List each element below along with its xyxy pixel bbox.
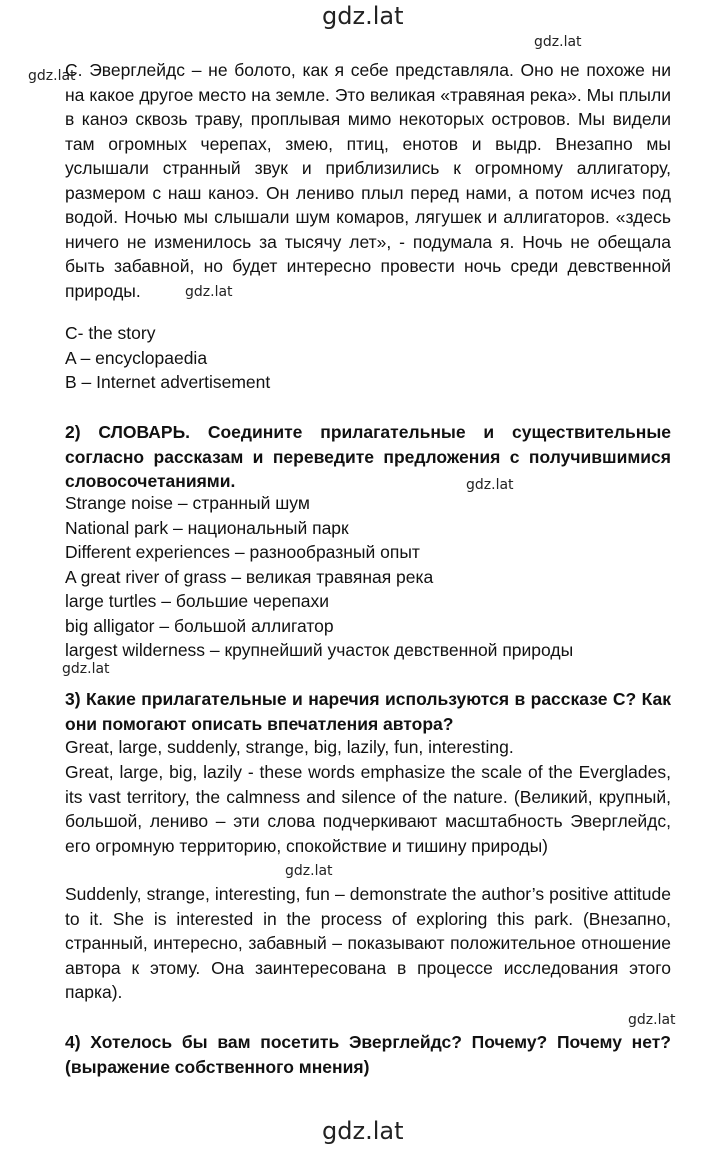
watermark: gdz.lat — [534, 34, 582, 50]
vocabulary-item: Strange noise – странный шум — [65, 493, 310, 513]
watermark: gdz.lat — [185, 284, 233, 300]
vocabulary-item: Different experiences – разнообразный опыт — [65, 542, 420, 562]
task3-paragraph2: Suddenly, strange, interesting, fun – demonstrate the author’s positive attitude to it. She is interested in the process of exploring this park. (Внезапно, странный, интересно, забавный – показывают положительное отношение автора к этому. Она заинтересована в процессе исследования этого парка). — [65, 884, 671, 1002]
answer-item: C- the story — [65, 323, 156, 343]
vocabulary-item: National park – национальный парк — [65, 517, 349, 538]
vocabulary-item: large turtles – большие черепахи — [65, 591, 330, 611]
answer-item: B – Internet advertisement — [65, 372, 271, 392]
watermark: gdz.lat — [62, 661, 110, 677]
vocabulary-item: largest wilderness – крупнейший участок девственной природы — [65, 640, 574, 660]
answer-item: A – encyclopaedia — [65, 347, 208, 368]
vocabulary-item: big alligator – большой аллигатор — [65, 615, 334, 636]
task3-line1: Great, large, suddenly, strange, big, lazily, fun, interesting. — [65, 737, 514, 757]
task3-paragraph1: Great, large, big, lazily - these words emphasize the scale of the Everglades, its vast territory, the calmness and silence of the nature. (Великий, крупный, большой, лениво – эти слова подчеркивают масштабность Эверглейдс, его огромную территорию, спокойствие и тишину природы) — [65, 762, 671, 856]
answers-list — [65, 321, 671, 395]
task3-title: 3) Какие прилагательные и наречия используются в рассказе С? Как они помогают описать впечатления автора? — [65, 689, 671, 734]
task2-title: 2) СЛОВАРЬ. Соедините прилагательные и существительные согласно рассказам и переведите предложения с получившимися словосочетаниями. — [65, 422, 671, 491]
watermark: gdz.lat — [28, 68, 76, 84]
vocabulary-item: A great river of grass – великая травяная река — [65, 566, 434, 587]
watermark: gdz.lat — [466, 477, 514, 493]
story-text: С. Эверглейдс – не болото, как я себе представляла. Оно не похоже ни на какое другое место на земле. Это великая «травяная река». Мы плыли в каноэ сквозь траву, проплывая мимо некоторых островов. Мы видели там огромных черепах, змею, птиц, енотов и выдр. Внезапно мы услышали странный звук и приблизились к огромному аллигатору, размером с наш каноэ. Он лениво плыл перед нами, а потом исчез под водой. Ночью мы слышали шум комаров, лягушек и аллигаторов. «здесь ничего не изменилось за тысячу лет», - подумала я. Ночь не обещала быть забавной, но будет интересно провести ночь среди девственной природы. — [65, 60, 671, 301]
watermark: gdz.lat — [628, 1012, 676, 1028]
watermark-bottom: gdz.lat — [322, 1117, 404, 1145]
task4-title: 4) Хотелось бы вам посетить Эверглейдс? Почему? Почему нет? (выражение собственного мнения) — [65, 1032, 671, 1077]
vocabulary-list — [65, 491, 671, 663]
watermark-top: gdz.lat — [322, 2, 404, 30]
watermark: gdz.lat — [285, 863, 333, 879]
